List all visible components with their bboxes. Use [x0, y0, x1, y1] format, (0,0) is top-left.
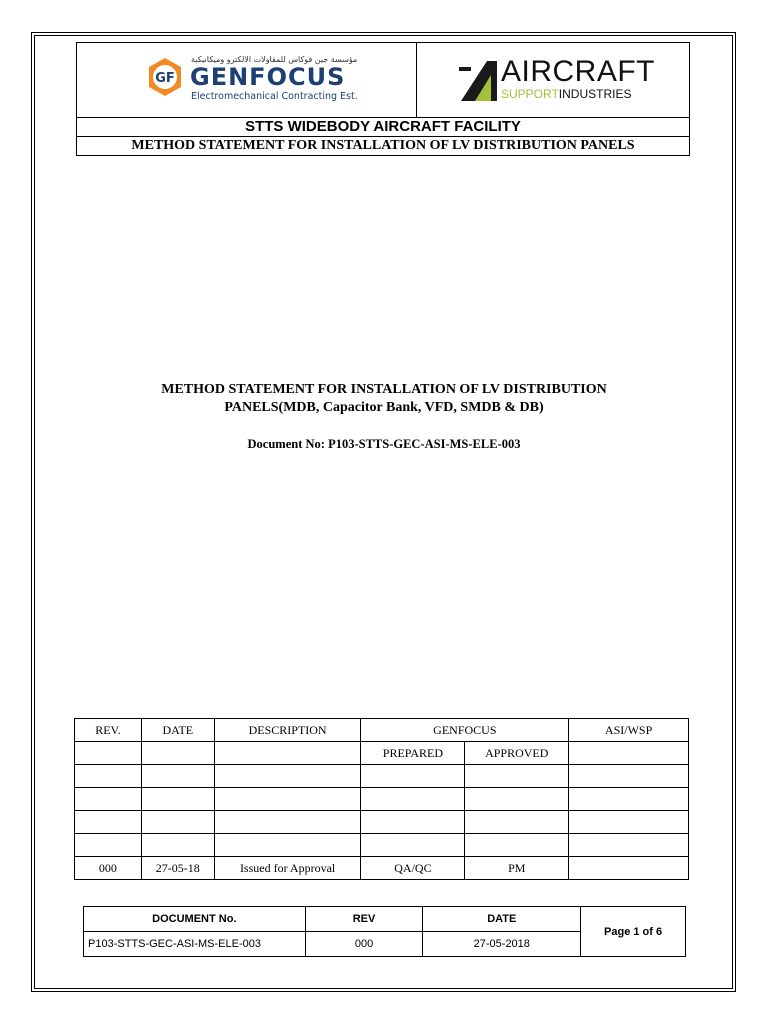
table-row-empty [75, 834, 689, 857]
document-header [76, 42, 690, 156]
method-statement-title: METHOD STATEMENT FOR INSTALLATION OF LV DISTRIBUTION PANELS [131, 138, 635, 153]
table-row-empty [75, 811, 689, 834]
cell-asi [569, 857, 689, 880]
cell-approved: PM [465, 857, 569, 880]
col-prepared-header: PREPARED [361, 742, 465, 765]
table-row-empty [75, 788, 689, 811]
document-title [76, 381, 692, 417]
cell-prepared: QA/QC [361, 857, 465, 880]
docref-date-header: DATE [423, 907, 581, 932]
genfocus-arabic-name: مؤسسة جين فوكاس للمقاولات الالكترو وميكانيكية [191, 55, 358, 64]
asi-subtitle [501, 87, 631, 101]
col-date-header: DATE [141, 719, 214, 742]
cell-rev: 000 [75, 857, 142, 880]
genfocus-logo [77, 43, 417, 117]
docref-rev: 000 [305, 932, 423, 957]
genfocus-name: GENFOCUS [190, 63, 346, 91]
table-header-row [75, 719, 689, 742]
title-line-1: METHOD STATEMENT FOR INSTALLATION OF LV DISTRIBUTION [161, 382, 607, 397]
docref-header-row [84, 907, 686, 932]
col-rev-header: REV. [75, 719, 142, 742]
revision-table [74, 718, 689, 880]
col-approved-header: APPROVED [465, 742, 569, 765]
docref-document-no: P103-STTS-GEC-ASI-MS-ELE-003 [84, 932, 306, 957]
asi-emblem-icon [457, 57, 501, 103]
col-description-header: DESCRIPTION [214, 719, 361, 742]
genfocus-emblem-icon [145, 57, 185, 97]
genfocus-subtitle: Electromechanical Contracting Est. [191, 91, 358, 102]
logo-row [77, 43, 689, 118]
cell-date: 27-05-18 [141, 857, 214, 880]
docref-date: 27-05-2018 [423, 932, 581, 957]
table-row [75, 857, 689, 880]
col-asi-header: ASI/WSP [569, 719, 689, 742]
document-number: Document No: P103-STTS-GEC-ASI-MS-ELE-003 [247, 437, 521, 451]
cell-description: Issued for Approval [214, 857, 361, 880]
table-subheader-row [75, 742, 689, 765]
docref-document-no-header: DOCUMENT No. [84, 907, 306, 932]
facility-title: STTS WIDEBODY AIRCRAFT FACILITY [77, 118, 689, 137]
title-line-2: PANELS(MDB, Capacitor Bank, VFD, SMDB & DB) [224, 400, 544, 415]
page-number: Page 1 of 6 [581, 907, 686, 957]
docref-rev-header: REV [305, 907, 423, 932]
asi-logo [417, 43, 689, 117]
col-genfocus-header: GENFOCUS [361, 719, 569, 742]
document-reference-table [83, 906, 686, 957]
asi-sub-support: SUPPORT [501, 87, 559, 101]
table-row-empty [75, 765, 689, 788]
asi-name: AIRCRAFT [501, 55, 655, 88]
asi-sub-industries: INDUSTRIES [558, 87, 632, 101]
gf-monogram: GF [155, 71, 175, 86]
